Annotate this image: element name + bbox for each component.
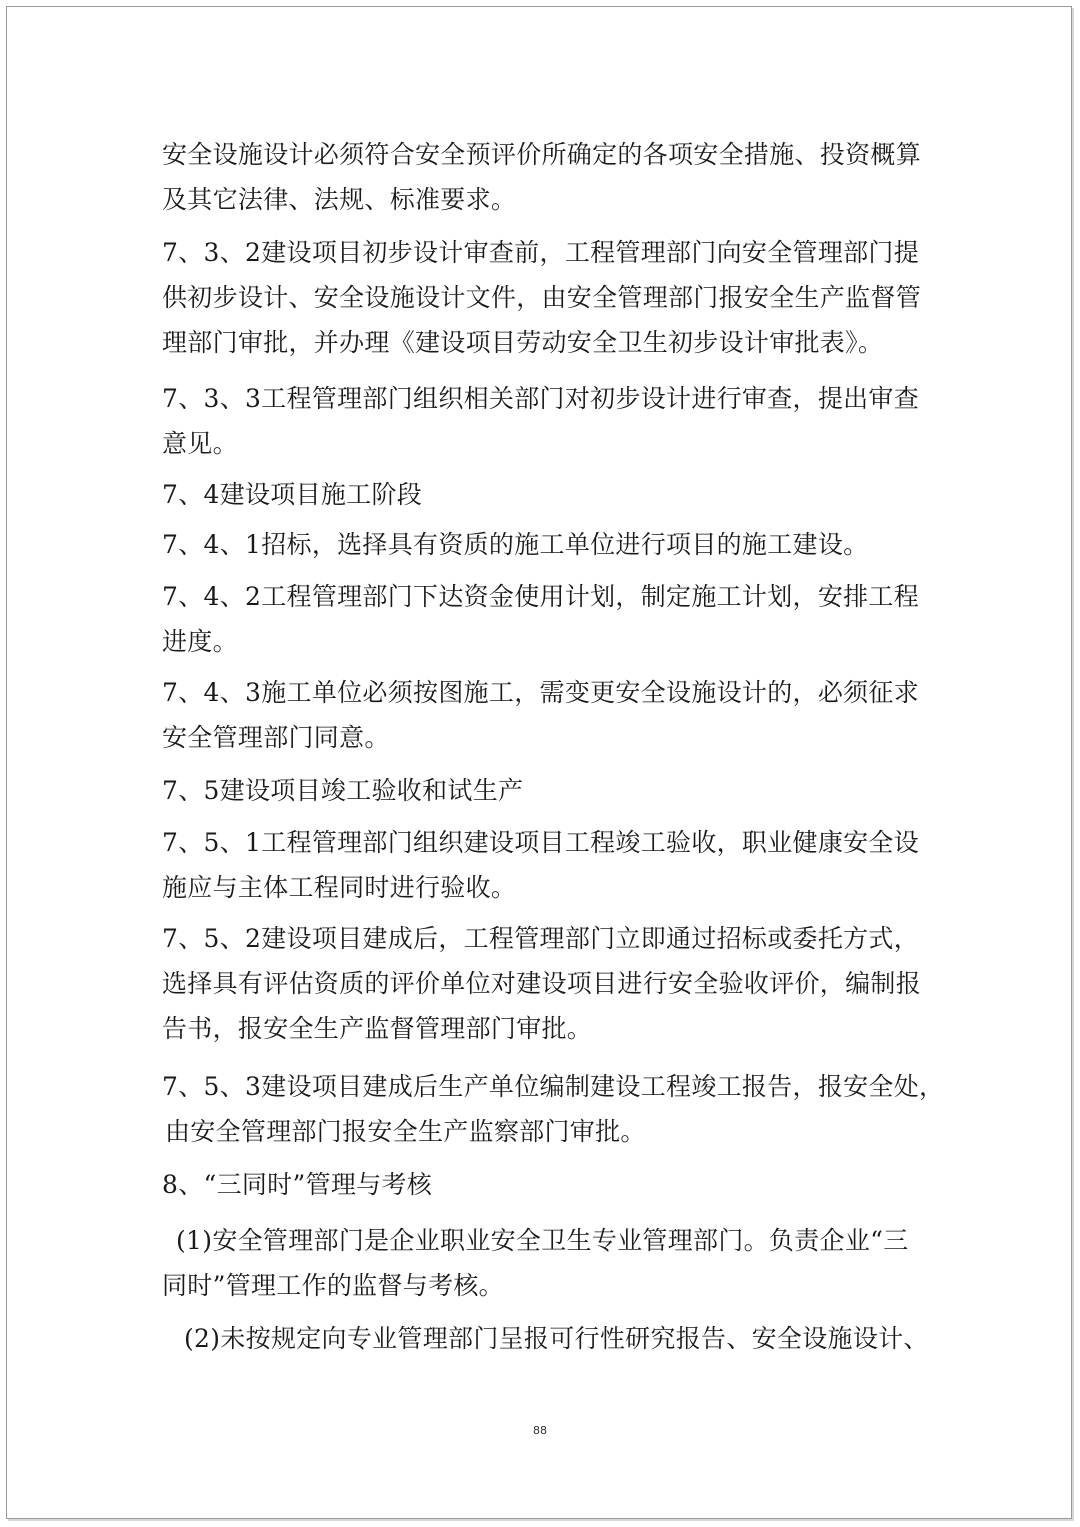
paragraph-p8 <box>162 768 523 813</box>
text-line: 同时”管理工作的监督与考核。 <box>162 1271 504 1300</box>
text-line: 由安全管理部门报安全生产监察部门审批。 <box>165 1117 646 1146</box>
text-line: 安全管理部门同意。 <box>162 723 390 752</box>
paragraph-p11 <box>162 1064 944 1154</box>
text-line: 7、5、3建设项目建成后生产单位编制建设工程竣工报告，报安全处， <box>162 1072 945 1101</box>
text-line: 理部门审批，并办理《建设项目劳动安全卫生初步设计审批表》。 <box>162 328 884 357</box>
text-line: 7、5、1工程管理部门组织建设项目工程竣工验收，职业健康安全设 <box>162 828 920 857</box>
text-line: 7、3、2建设项目初步设计审查前，工程管理部门向安全管理部门提 <box>162 238 920 267</box>
text-line: 进度。 <box>162 627 238 656</box>
paragraph-p6 <box>162 574 919 664</box>
text-line: 及其它法律、法规、标准要求。 <box>162 185 517 214</box>
text-line: (2)未按规定向专业管理部门呈报可行性研究报告、安全设施设计、 <box>184 1324 929 1353</box>
text-line: 意见。 <box>162 429 238 458</box>
paragraph-p5 <box>162 522 868 567</box>
text-line: 7、4、1招标，选择具有资质的施工单位进行项目的施工建设。 <box>162 530 869 559</box>
text-line: 施应与主体工程同时进行验收。 <box>162 873 517 902</box>
paragraph-p4 <box>162 472 422 517</box>
text-line: 告书，报安全生产监督管理部门审批。 <box>162 1014 593 1043</box>
paragraph-p10 <box>162 916 921 1051</box>
text-line: (1)安全管理部门是企业职业安全卫生专业管理部门。负责企业“三 <box>176 1226 909 1255</box>
text-line: 7、4、3施工单位必须按图施工，需变更安全设施设计的，必须征求 <box>162 678 920 707</box>
text-line: 选择具有评估资质的评价单位对建设项目进行安全验收评价，编制报 <box>162 969 922 998</box>
paragraph-p12 <box>162 1162 432 1207</box>
text-line: 安全设施设计必须符合安全预评价所确定的各项安全措施、投资概算 <box>162 140 922 169</box>
paragraph-p9 <box>162 820 919 910</box>
paragraph-p3 <box>162 376 919 466</box>
text-line: 供初步设计、安全设施设计文件，由安全管理部门报安全生产监督管 <box>162 283 922 312</box>
text-line: 7、4、2工程管理部门下达资金使用计划，制定施工计划，安排工程 <box>162 582 920 611</box>
text-line: 7、5建设项目竣工验收和试生产 <box>162 776 524 805</box>
paragraph-p14 <box>162 1316 929 1361</box>
paragraph-p2 <box>162 230 921 365</box>
paragraph-p7 <box>162 670 919 760</box>
text-line: 7、3、3工程管理部门组织相关部门对初步设计进行审查，提出审查 <box>162 384 920 413</box>
text-line: 7、5、2建设项目建成后，工程管理部门立即通过招标或委托方式， <box>162 924 920 953</box>
text-line: 7、4建设项目施工阶段 <box>162 480 423 509</box>
text-line: 8、“三同时”管理与考核 <box>162 1170 433 1199</box>
paragraph-p13 <box>162 1218 909 1308</box>
paragraph-p1 <box>162 132 921 222</box>
page-number: 88 <box>533 1424 547 1437</box>
